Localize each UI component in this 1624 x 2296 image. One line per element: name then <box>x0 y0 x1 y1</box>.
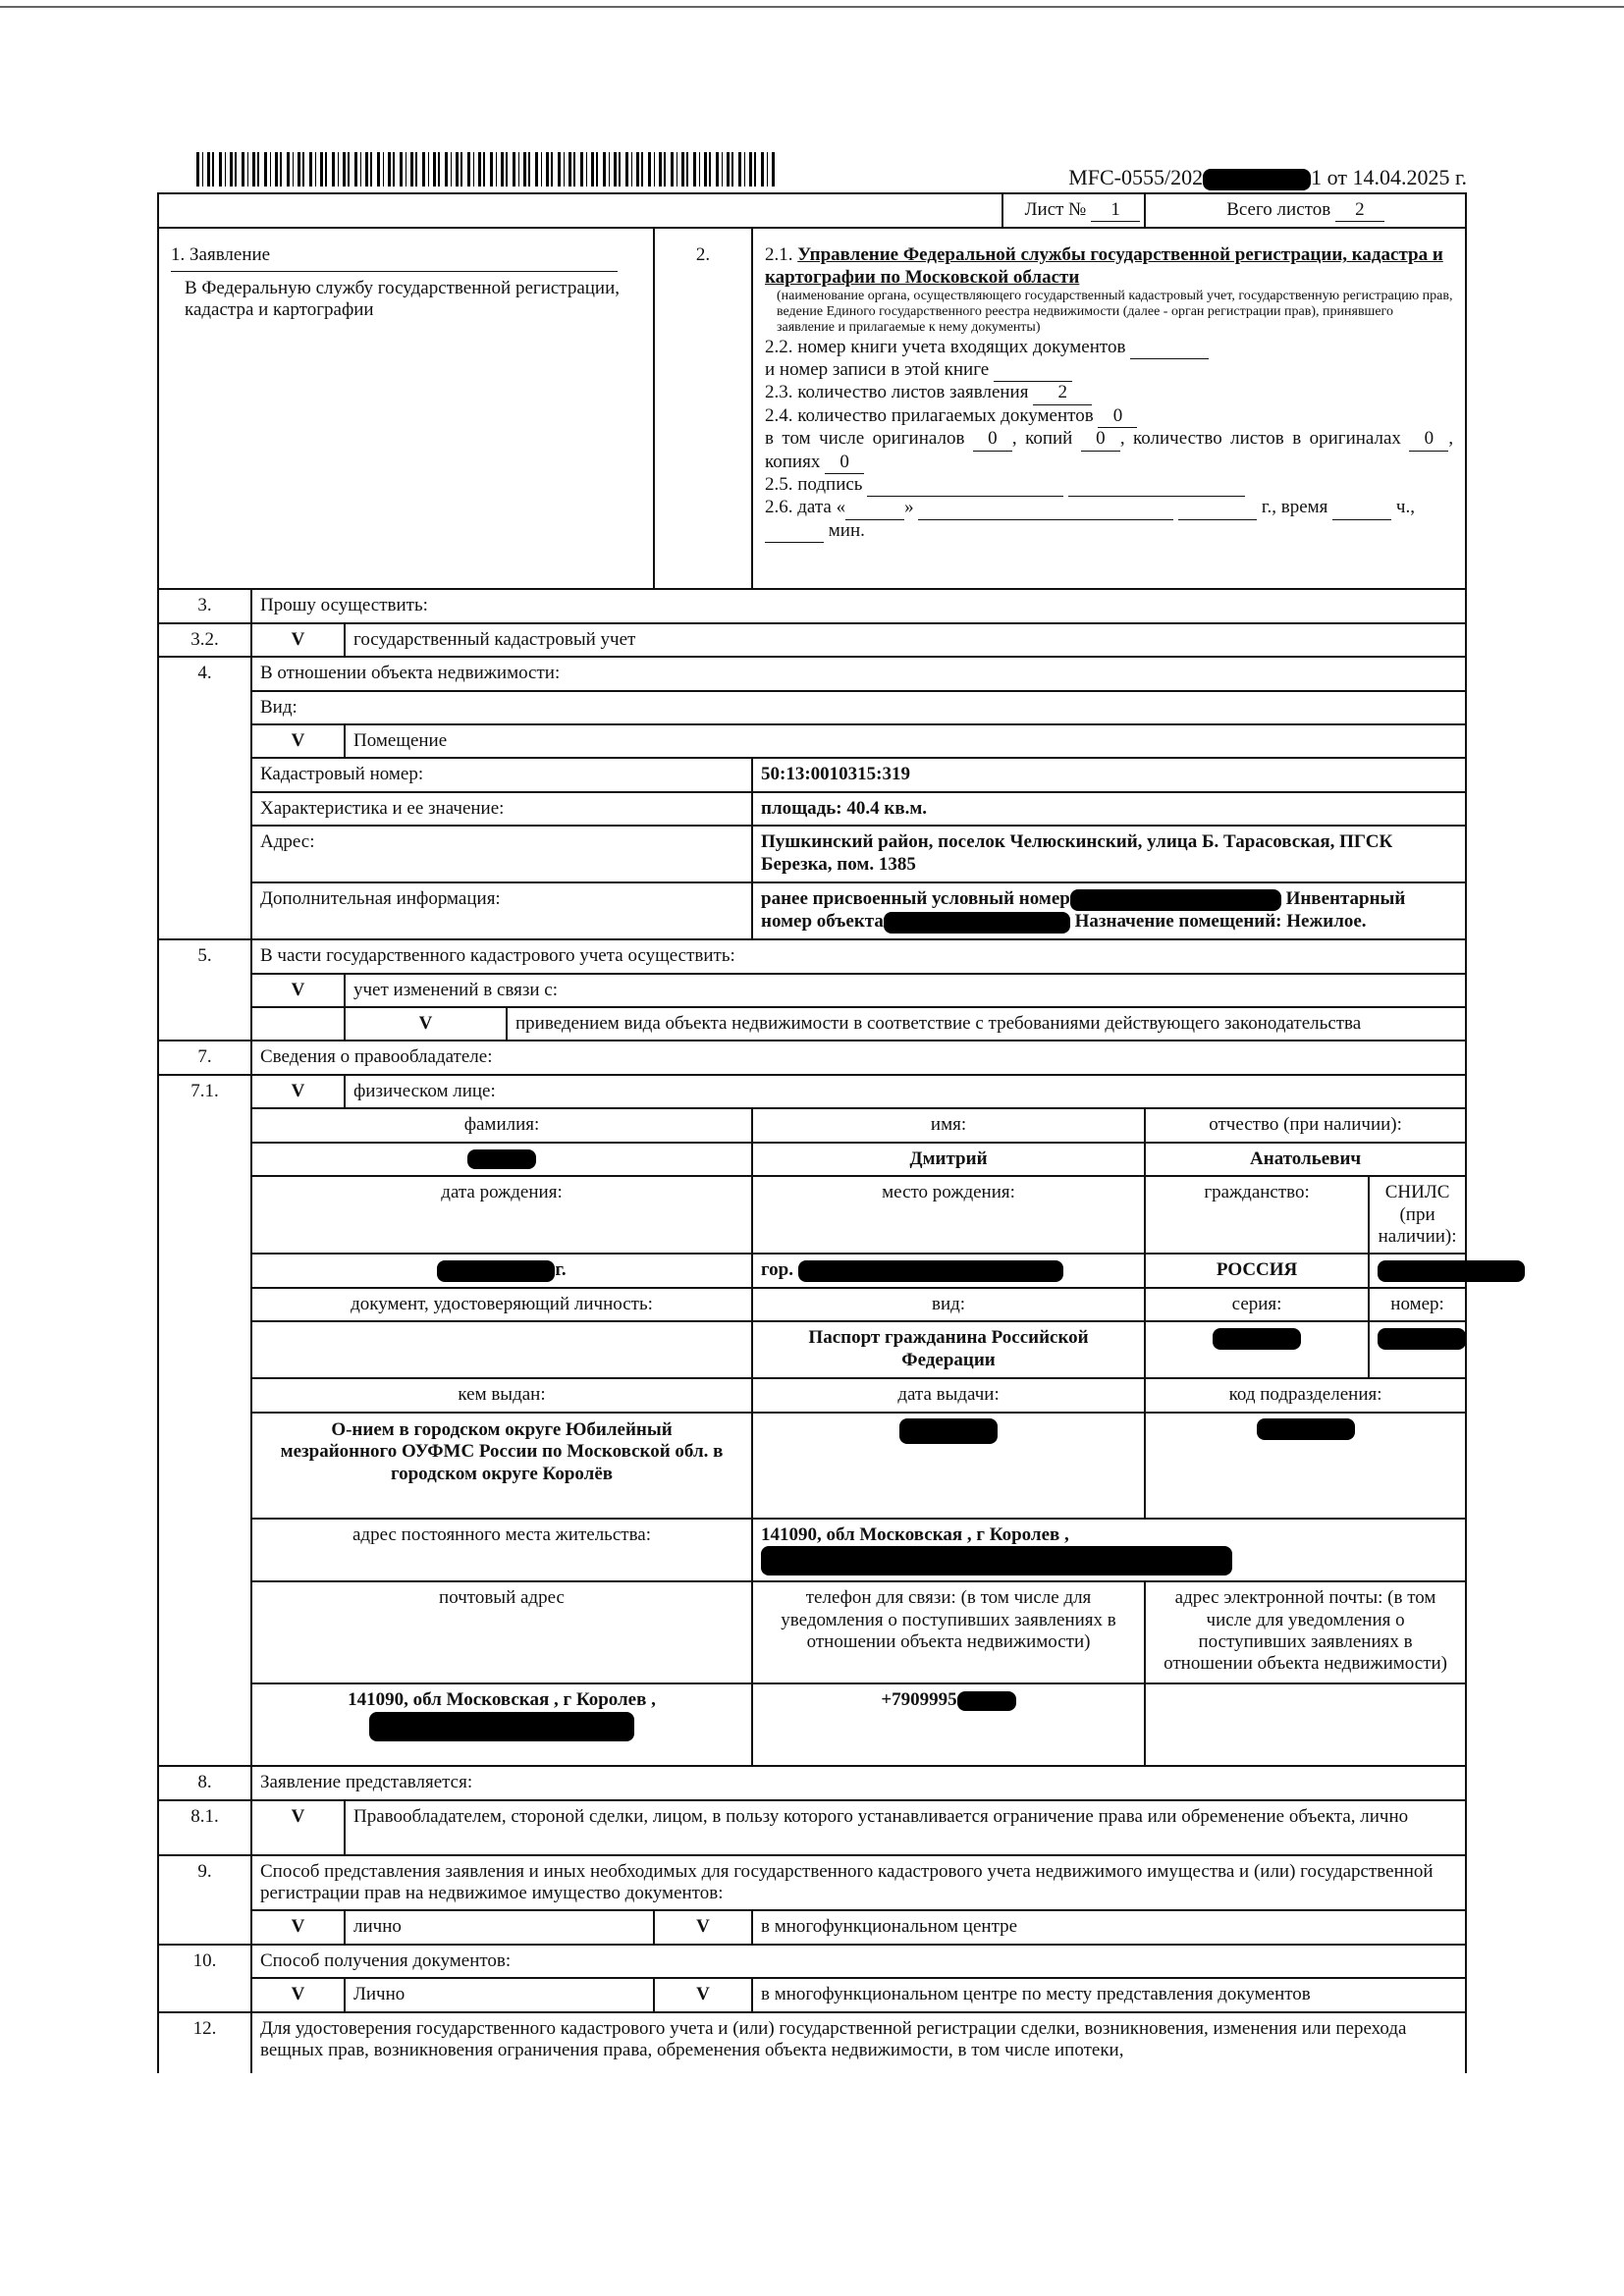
item-2-4b: в том числе оригиналов 0 , копий 0 , количество листов в оригиналах 0 , копиях 0 <box>765 428 1453 474</box>
section-1 <box>158 228 654 589</box>
section-5-title: В части государственного кадастрового учета осуществить: <box>251 939 1466 973</box>
item-2-6: 2.6. дата « » г., время ч., мин. <box>765 497 1453 543</box>
surname-label: фамилия: <box>251 1108 752 1142</box>
checkbox-receive-mfc[interactable]: V <box>654 1978 752 2011</box>
redaction <box>957 1691 1016 1711</box>
item-2-1: 2.1. Управление Федеральной службы государственной регистрации, кадастра и картографии по Московской области <box>765 244 1443 288</box>
section-7-title: Сведения о правообладателе: <box>251 1041 1466 1074</box>
redaction <box>1378 1328 1466 1350</box>
residence-address-label: адрес постоянного места жительства: <box>251 1519 752 1581</box>
item-2-1-note: (наименование органа, осуществляющего государственный кадастровый учет, государственную регистрацию прав, ведение Единого государственного реестра недвижимости (далее - орган регистрации прав), принявшего заявление и прилагаемые к нему документы) <box>777 289 1453 336</box>
email-label: адрес электронной почты: (в том числе для уведомления о поступивших заявлениях в отношении объекта недвижимости) <box>1145 1581 1466 1683</box>
issued-by-value: О-нием в городском округе Юбилейный мезрайонного ОУФМС России по Московской обл. в городском округе Королёв <box>251 1413 752 1519</box>
registration-number: MFC-0555/202 1 от 14.04.2025 г. <box>1068 165 1467 189</box>
section-7-number: 7. <box>158 1041 251 1074</box>
redaction <box>1257 1418 1355 1440</box>
redaction <box>1203 169 1311 190</box>
cadastral-number-value: 50:13:0010315:319 <box>752 758 1466 791</box>
checkbox-bring-to-compliance[interactable]: V <box>345 1007 507 1041</box>
redaction <box>437 1260 555 1282</box>
sheet-number: Лист № 1 <box>1002 193 1145 228</box>
section-10-number: 10. <box>158 1945 251 2012</box>
patronymic-label: отчество (при наличии): <box>1145 1108 1466 1142</box>
redaction <box>884 912 1070 934</box>
snils-label: СНИЛС (при наличии): <box>1369 1176 1466 1254</box>
issued-by-label: кем выдан: <box>251 1378 752 1412</box>
email-value <box>1145 1683 1466 1766</box>
section-2-number: 2. <box>654 228 752 589</box>
number-label: номер: <box>1369 1288 1466 1321</box>
item-2-5: 2.5. подпись <box>765 474 1453 497</box>
section-4-title: В отношении объекта недвижимости: <box>251 657 1466 690</box>
birth-place-label: место рождения: <box>752 1176 1145 1254</box>
section-3-number: 3. <box>158 589 251 622</box>
item-2-2b: и номер записи в этой книге <box>765 359 1453 382</box>
redaction <box>1213 1328 1301 1350</box>
checkbox-receive-in-person[interactable]: V <box>251 1978 345 2011</box>
department-code-value <box>1145 1413 1466 1519</box>
residence-address-value: 141090, обл Московская , г Королев , <box>752 1519 1466 1581</box>
issue-date-value <box>752 1413 1145 1519</box>
characteristic-value: площадь: 40.4 кв.м. <box>752 792 1466 826</box>
address-value: Пушкинский район, поселок Челюскинский, улица Б. Тарасовская, ПГСК Березка, пом. 1385 <box>752 826 1466 882</box>
barcode <box>196 152 776 187</box>
section-12-text: Для удостоверения государственного кадастрового учета и (или) государственной регистрации сделки, возникновения, изменения или перехода вещных прав, возникновения ограничения права, обременения объекта недвижимости, в том числе ипотеки, <box>251 2012 1466 2073</box>
postal-address-label: почтовый адрес <box>251 1581 752 1683</box>
section-12-number: 12. <box>158 2012 251 2073</box>
scan-top-edge <box>0 0 1624 8</box>
phone-label: телефон для связи: (в том числе для уведомления о поступивших заявлениях в отношении объекта недвижимости) <box>752 1581 1145 1683</box>
name-label: имя: <box>752 1108 1145 1142</box>
address-label: Адрес: <box>251 826 752 882</box>
section-1-title: 1. Заявление <box>171 244 618 271</box>
section-2 <box>752 228 1466 589</box>
checkbox-changes-accounting[interactable]: V <box>251 974 345 1007</box>
checkbox-individual[interactable]: V <box>251 1075 345 1108</box>
section-9-option-1: лично <box>345 1910 654 1944</box>
redaction <box>798 1260 1063 1282</box>
cadastral-number-label: Кадастровый номер: <box>251 758 752 791</box>
redaction <box>369 1712 634 1741</box>
checkbox-by-right-holder[interactable]: V <box>251 1800 345 1855</box>
checkbox-in-person[interactable]: V <box>251 1910 345 1944</box>
name-value: Дмитрий <box>752 1143 1145 1176</box>
item-2-2: 2.2. номер книги учета входящих документов <box>765 337 1453 359</box>
identity-document-label: документ, удостоверяющий личность: <box>251 1288 752 1321</box>
section-9-number: 9. <box>158 1855 251 1945</box>
section-3-2-text: государственный кадастровый учет <box>345 623 1466 657</box>
section-8-title: Заявление представляется: <box>251 1766 1466 1799</box>
section-8-number: 8. <box>158 1766 251 1799</box>
birth-place-value: гор. <box>752 1254 1145 1288</box>
document-kind-label: вид: <box>752 1288 1145 1321</box>
total-sheets: Всего листов 2 <box>1145 193 1466 228</box>
phone-value: +7909995 <box>752 1683 1145 1766</box>
section-4-number: 4. <box>158 657 251 939</box>
section-5-number: 5. <box>158 939 251 1041</box>
section-7-1-number: 7.1. <box>158 1075 251 1766</box>
birth-date-label: дата рождения: <box>251 1176 752 1254</box>
postal-address-value: 141090, обл Московская , г Королев , <box>251 1683 752 1766</box>
section-9-option-2: в многофункциональном центре <box>752 1910 1466 1944</box>
section-10-text: Способ получения документов: <box>251 1945 1466 1978</box>
section-8-1-number: 8.1. <box>158 1800 251 1855</box>
header-spacer <box>158 193 1002 228</box>
additional-info-value: ранее присвоенный условный номер Инвентарный номер объекта Назначение помещений: Нежилое. <box>752 882 1466 939</box>
redaction <box>467 1149 536 1169</box>
item-2-4: 2.4. количество прилагаемых документов 0 <box>765 405 1453 428</box>
department-code-label: код подразделения: <box>1145 1378 1466 1412</box>
section-10-option-1: Лично <box>345 1978 654 2011</box>
object-kind-label: Вид: <box>251 691 1466 724</box>
section-9-text: Способ представления заявления и иных необходимых для государственного кадастрового учета недвижимого имущества и (или) государственной регистрации прав на недвижимое имущество документов: <box>251 1855 1466 1911</box>
series-value <box>1145 1321 1369 1378</box>
characteristic-label: Характеристика и ее значение: <box>251 792 752 826</box>
section-8-1-text: Правообладателем, стороной сделки, лицом, в пользу которого устанавливается ограничение права или обременение объекта, лично <box>345 1800 1466 1855</box>
series-label: серия: <box>1145 1288 1369 1321</box>
citizenship-value: РОССИЯ <box>1145 1254 1369 1288</box>
number-value <box>1369 1321 1466 1378</box>
redaction <box>1378 1260 1525 1282</box>
birth-date-value: г. <box>251 1254 752 1288</box>
redaction <box>899 1418 998 1444</box>
registration-authority: Управление Федеральной службы государственной регистрации, кадастра и картографии по Московской области <box>765 244 1443 288</box>
section-10-option-2: в многофункциональном центре по месту представления документов <box>752 1978 1466 2011</box>
redaction <box>761 1546 1232 1575</box>
section-5-option-2: приведением вида объекта недвижимости в соответствие с требованиями действующего законодательства <box>507 1007 1466 1041</box>
application-form <box>157 192 1467 2073</box>
section-7-1-title: физическом лице: <box>345 1075 1466 1108</box>
redaction <box>1070 889 1281 911</box>
section-5-option-1: учет изменений в связи с: <box>345 974 1466 1007</box>
item-2-3: 2.3. количество листов заявления 2 <box>765 382 1453 404</box>
issue-date-label: дата выдачи: <box>752 1378 1145 1412</box>
checkbox-mfc[interactable]: V <box>654 1910 752 1944</box>
checkbox-cadastral-registration[interactable]: V <box>251 623 345 657</box>
section-1-body: В Федеральную службу государственной регистрации, кадастра и картографии <box>185 277 621 321</box>
document-kind-value: Паспорт гражданина Российской Федерации <box>752 1321 1145 1378</box>
snils-value <box>1369 1254 1466 1288</box>
object-kind-value: Помещение <box>345 724 1466 758</box>
citizenship-label: гражданство: <box>1145 1176 1369 1254</box>
additional-info-label: Дополнительная информация: <box>251 882 752 939</box>
section-3-2-number: 3.2. <box>158 623 251 657</box>
surname-value <box>251 1143 752 1176</box>
section-3-text: Прошу осуществить: <box>251 589 1466 622</box>
identity-document-value <box>251 1321 752 1378</box>
patronymic-value: Анатольевич <box>1145 1143 1466 1176</box>
checkbox-object-kind[interactable]: V <box>251 724 345 758</box>
